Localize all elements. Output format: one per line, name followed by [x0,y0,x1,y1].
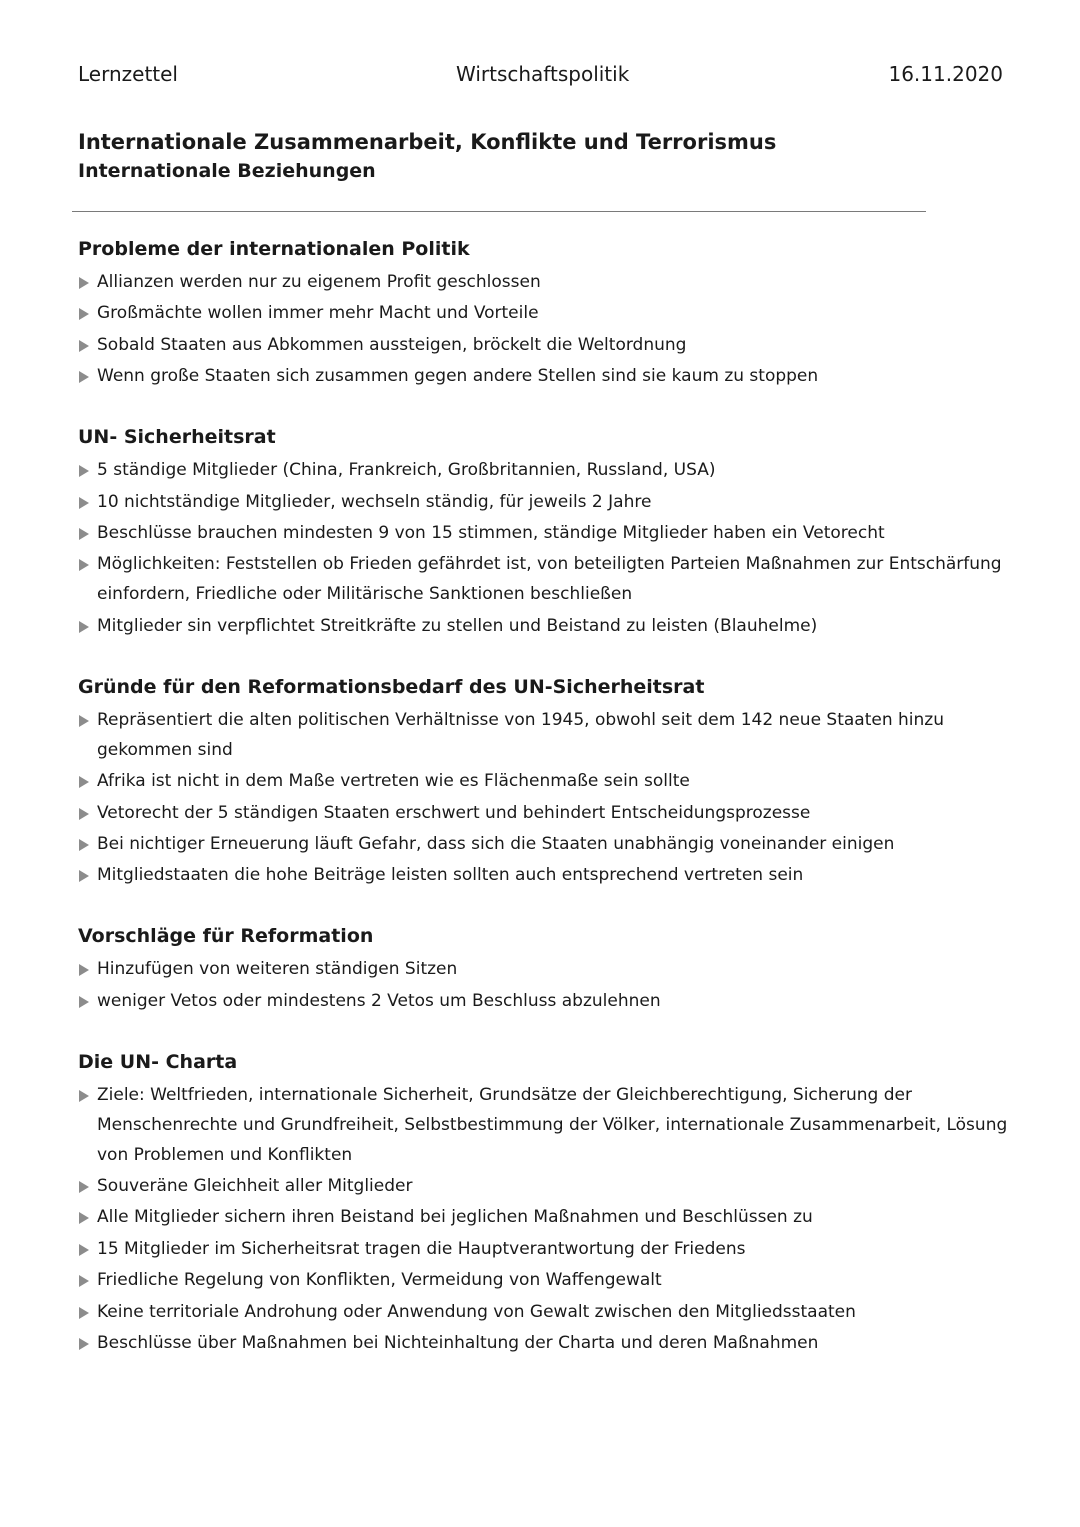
list-item-text: weniger Vetos oder mindestens 2 Vetos um Beschluss abzulehnen [97,990,661,1011]
section-heading: Probleme der internationalen Politik [78,238,470,260]
triangle-bullet-icon [79,277,89,289]
triangle-bullet-icon [79,1181,89,1193]
triangle-bullet-icon [79,715,89,727]
list-item-text: Sobald Staaten aus Abkommen aussteigen, bröckelt die Weltordnung [97,334,687,355]
list-item [78,518,1008,548]
page-title: Internationale Zusammenarbeit, Konflikte und Terrorismus [78,130,777,154]
list-item-text: Vetorecht der 5 ständigen Staaten erschwert und behindert Entscheidungsprozesse [97,802,811,823]
triangle-bullet-icon [79,308,89,320]
bullet-list [78,954,1008,1015]
list-item [78,330,1008,360]
list-item [78,611,1008,641]
list-item-text: Möglichkeiten: Feststellen ob Frieden gefährdet ist, von beteiligten Parteien Maßnahmen zur Entschärfung einfordern, Friedliche oder Militärische Sanktionen beschließen [97,554,1002,605]
list-item-text: Ziele: Weltfrieden, internationale Sicherheit, Grundsätze der Gleichberechtigung, Sicherung der Menschenrechte und Grundfreiheit, Selbstbestimmung der Völker, internationale Zusammenarbeit, Lösung von Problemen und Konflikten [97,1084,1008,1165]
triangle-bullet-icon [79,1275,89,1287]
list-item [78,1080,1008,1170]
list-item [78,361,1008,391]
list-item [78,455,1008,485]
triangle-bullet-icon [79,465,89,477]
triangle-bullet-icon [79,1244,89,1256]
page-header [78,62,1003,92]
list-item-text: Hinzufügen von weiteren ständigen Sitzen [97,959,458,980]
triangle-bullet-icon [79,528,89,540]
section-un-charta [78,1049,1008,1358]
bullet-list [78,267,1008,391]
triangle-bullet-icon [79,340,89,352]
list-item-text: Afrika ist nicht in dem Maße vertreten wie es Flächenmaße sein sollte [97,771,690,792]
list-item [78,298,1008,328]
list-item [78,829,1008,859]
section-heading: Vorschläge für Reformation [78,925,374,948]
triangle-bullet-icon [79,621,89,633]
title-divider [72,211,926,212]
list-item-text: Allianzen werden nur zu eigenem Profit geschlossen [97,272,541,292]
list-item-text: Wenn große Staaten sich zusammen gegen andere Stellen sind sie kaum zu stoppen [97,366,819,387]
section-reformationsbedarf [78,674,1008,891]
triangle-bullet-icon [79,964,89,976]
section-heading: Gründe für den Reformationsbedarf des UN-Sicherheitsrat [78,675,705,698]
list-item [78,1297,1008,1327]
list-item-text: 5 ständige Mitglieder (China, Frankreich, Großbritannien, Russland, USA) [97,460,716,481]
list-item [78,860,1008,890]
triangle-bullet-icon [79,371,89,383]
header-subject: Wirtschaftspolitik [456,62,630,86]
list-item-text: Friedliche Regelung von Konflikten, Vermeidung von Waffengewalt [97,1270,662,1291]
triangle-bullet-icon [79,1307,89,1319]
list-item [78,1328,1008,1358]
section-heading: UN- Sicherheitsrat [78,426,276,449]
list-item [78,1171,1008,1201]
bullet-list [78,455,1008,641]
list-item-text: Großmächte wollen immer mehr Macht und Vorteile [97,303,539,324]
triangle-bullet-icon [79,808,89,820]
triangle-bullet-icon [79,870,89,882]
list-item-text: Bei nichtiger Erneuerung läuft Gefahr, dass sich die Staaten unabhängig voneinander einigen [97,833,895,854]
list-item-text: Beschlüsse brauchen mindesten 9 von 15 stimmen, ständige Mitglieder haben ein Vetorecht [97,522,885,543]
list-item-text: Alle Mitglieder sichern ihren Beistand bei jeglichen Maßnahmen und Beschlüssen zu [97,1207,813,1228]
bullet-list [78,1080,1008,1358]
triangle-bullet-icon [79,1090,89,1102]
list-item [78,986,1008,1016]
list-item [78,1265,1008,1295]
list-item-text: Souveräne Gleichheit aller Mitglieder [97,1176,413,1197]
list-item [78,954,1008,984]
section-heading: Die UN- Charta [78,1050,238,1073]
list-item-text: Repräsentiert die alten politischen Verhältnisse von 1945, obwohl seit dem 142 neue Staaten hinzu gekommen sind [97,709,944,760]
page-subtitle: Internationale Beziehungen [78,160,376,182]
list-item-text: Mitgliedstaaten die hohe Beiträge leisten sollten auch entsprechend vertreten sein [97,865,804,886]
list-item [78,705,1008,765]
list-item-text: Beschlüsse über Maßnahmen bei Nichteinhaltung der Charta und deren Maßnahmen [97,1333,819,1354]
list-item [78,798,1008,828]
list-item-text: 15 Mitglieder im Sicherheitsrat tragen die Hauptverantwortung der Friedens [97,1238,746,1259]
triangle-bullet-icon [79,1212,89,1224]
bullet-list [78,705,1008,891]
list-item [78,1234,1008,1264]
list-item [78,267,1008,297]
list-item [78,487,1008,517]
header-date: 16.11.2020 [888,62,1003,86]
header-label: Lernzettel [78,62,178,86]
list-item-text: Keine territoriale Androhung oder Anwendung von Gewalt zwischen den Mitgliedsstaaten [97,1301,856,1322]
list-item [78,766,1008,796]
triangle-bullet-icon [79,1338,89,1350]
list-item [78,549,1008,609]
triangle-bullet-icon [79,559,89,571]
triangle-bullet-icon [79,497,89,509]
section-probleme [78,236,1008,391]
list-item [78,1202,1008,1232]
title-block [78,128,776,184]
triangle-bullet-icon [79,776,89,788]
section-vorschlaege [78,923,1008,1015]
list-item-text: Mitglieder sin verpflichtet Streitkräfte zu stellen und Beistand zu leisten (Blauhelme) [97,615,818,636]
list-item-text: 10 nichtständige Mitglieder, wechseln ständig, für jeweils 2 Jahre [97,491,652,512]
triangle-bullet-icon [79,996,89,1008]
section-sicherheitsrat [78,424,1008,641]
triangle-bullet-icon [79,839,89,851]
document-body [78,236,1008,1391]
